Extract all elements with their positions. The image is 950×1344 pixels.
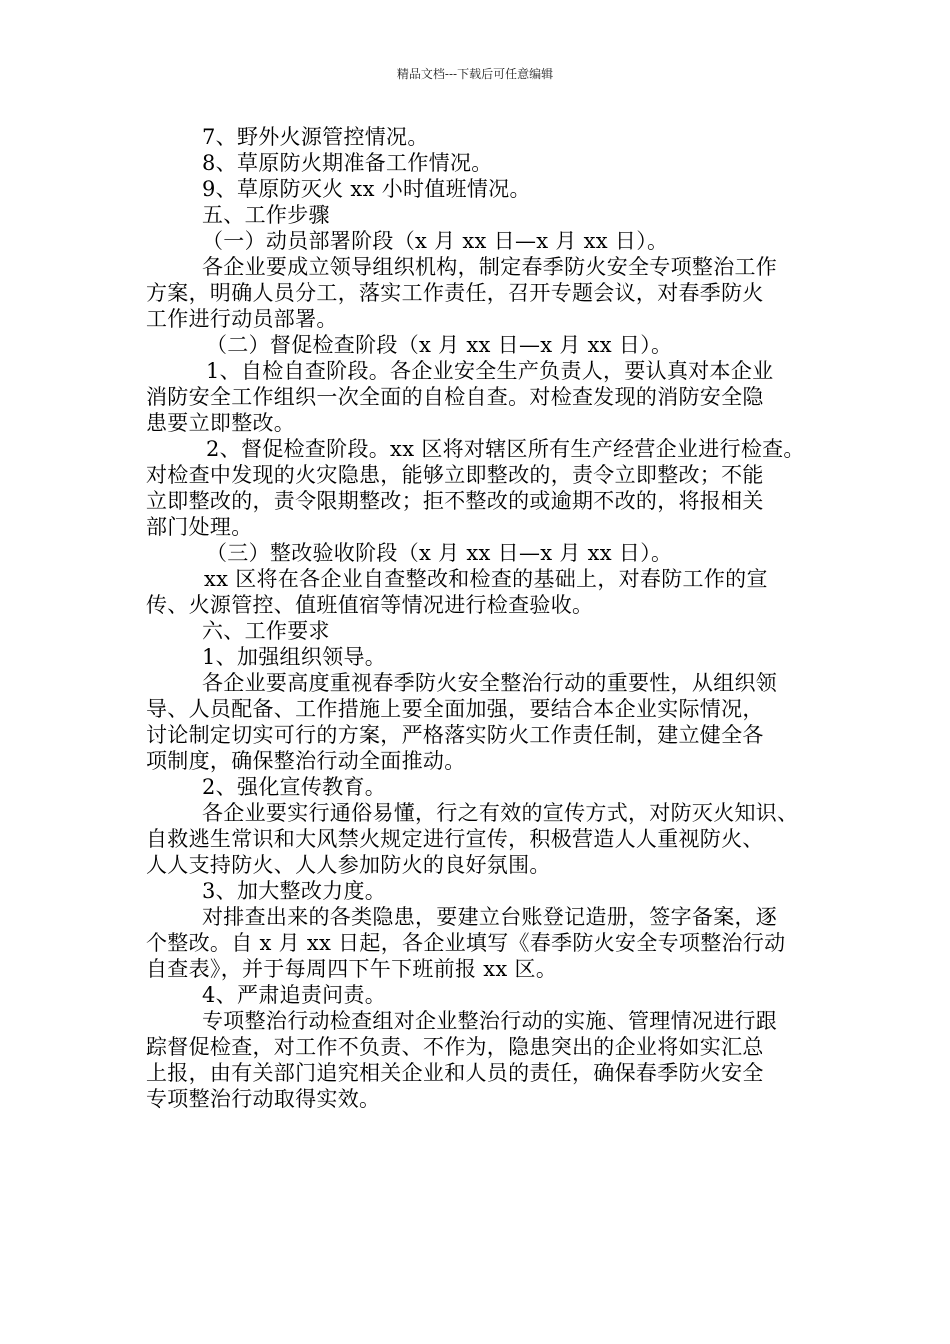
text-line: 人人支持防火、人人参加防火的良好氛围。 <box>146 853 551 877</box>
text-line: 4、严肃追责问责。 <box>202 983 387 1007</box>
text-line: xx 区将在各企业自查整改和检查的基础上，对春防工作的宣 <box>204 567 768 591</box>
text-line: 各企业要成立领导组织机构，制定春季防火安全专项整治工作 <box>202 255 778 279</box>
text-line: 讨论制定切实可行的方案，严格落实防火工作责任制，建立健全各 <box>146 723 764 747</box>
text-line: 立即整改的，责令限期整改；拒不整改的或逾期不改的，将报相关 <box>146 489 764 513</box>
text-line: 导、人员配备、工作措施上要全面加强，要结合本企业实际情况， <box>146 697 764 721</box>
text-line: （二）督促检查阶段（x 月 xx 日—x 月 xx 日）。 <box>206 333 673 357</box>
text-line: 方案，明确人员分工，落实工作责任，召开专题会议，对春季防火 <box>146 281 764 305</box>
text-line: 各企业要高度重视春季防火安全整治行动的重要性，从组织领 <box>202 671 778 695</box>
text-line: 3、加大整改力度。 <box>202 879 387 903</box>
text-line: 工作进行动员部署。 <box>146 307 338 331</box>
text-line: 部门处理。 <box>146 515 253 539</box>
text-line: 各企业要实行通俗易懂，行之有效的宣传方式，对防灭火知识、 <box>202 801 799 825</box>
text-line: 五、工作步骤 <box>202 203 330 227</box>
text-line: 踪督促检查，对工作不负责、不作为，隐患突出的企业将如实汇总 <box>146 1035 764 1059</box>
text-line: （三）整改验收阶段（x 月 xx 日—x 月 xx 日）。 <box>206 541 673 565</box>
text-line: 1、加强组织领导。 <box>202 645 387 669</box>
text-line: 专项整治行动取得实效。 <box>146 1087 381 1111</box>
text-line: 患要立即整改。 <box>146 411 296 435</box>
text-line: 消防安全工作组织一次全面的自检自查。对检查发现的消防安全隐 <box>146 385 764 409</box>
text-line: 对检查中发现的火灾隐患，能够立即整改的，责令立即整改；不能 <box>146 463 764 487</box>
text-line: 自查表》，并于每周四下午下班前报 xx 区。 <box>146 957 558 981</box>
text-line: 自救逃生常识和大风禁火规定进行宣传，积极营造人人重视防火、 <box>146 827 764 851</box>
text-line: 1、自检自查阶段。各企业安全生产负责人，要认真对本企业 <box>206 359 774 383</box>
text-line: 上报，由有关部门追究相关企业和人员的责任，确保春季防火安全 <box>146 1061 764 1085</box>
text-line: （一）动员部署阶段（x 月 xx 日—x 月 xx 日）。 <box>202 229 669 253</box>
page-header: 精品文档---下载后可任意编辑 <box>396 67 554 81</box>
text-line: 对排查出来的各类隐患，要建立台账登记造册，签字备案，逐 <box>202 905 778 929</box>
text-line: 项制度，确保整治行动全面推动。 <box>146 749 466 773</box>
text-line: 六、工作要求 <box>202 619 330 643</box>
text-line: 7、野外火源管控情况。 <box>202 125 429 149</box>
text-line: 9、草原防灭火 xx 小时值班情况。 <box>202 177 531 201</box>
text-line: 2、强化宣传教育。 <box>202 775 387 799</box>
text-line: 8、草原防火期准备工作情况。 <box>202 151 493 175</box>
text-line: 专项整治行动检查组对企业整治行动的实施、管理情况进行跟 <box>202 1009 778 1033</box>
text-line: 2、督促检查阶段。xx 区将对辖区所有生产经营企业进行检查。 <box>206 437 805 461</box>
text-line: 传、火源管控、值班值宿等情况进行检查验收。 <box>146 593 594 617</box>
document-body <box>146 124 818 1112</box>
text-line: 个整改。自 x 月 xx 日起，各企业填写《春季防火安全专项整治行动 <box>146 931 786 955</box>
